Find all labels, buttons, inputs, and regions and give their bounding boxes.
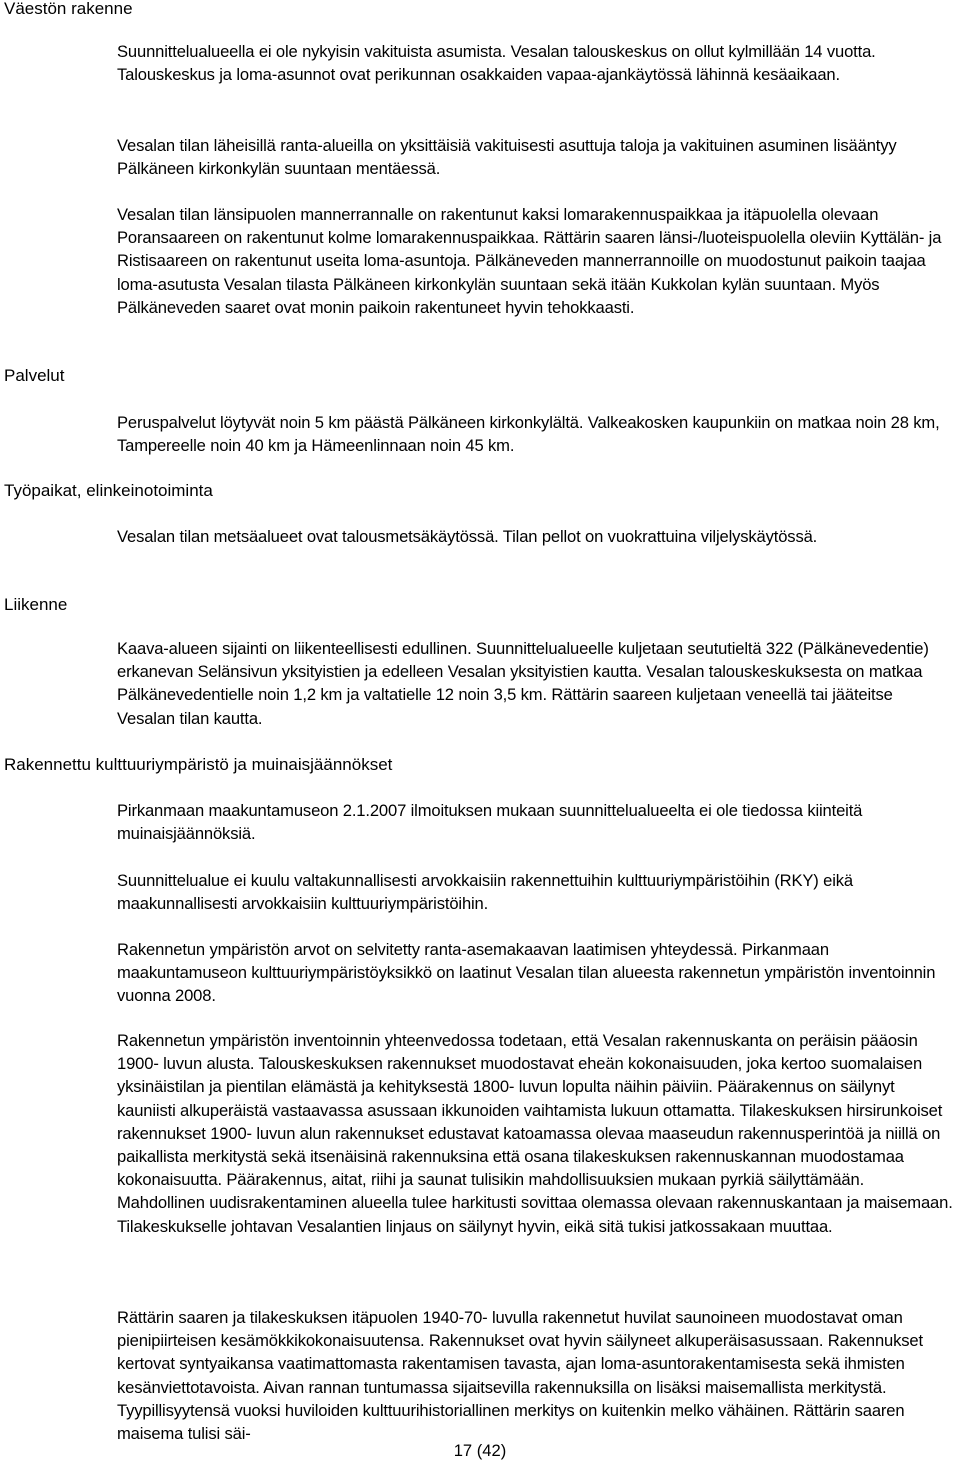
paragraph-ranta-asutus: Vesalan tilan läheisillä ranta-alueilla on yksittäisiä vakituisesti asuttuja taloja ja vakituinen asuminen lisääntyy Pälkäneen kirkonkylän suuntaan mentäessä. [117,136,897,179]
heading-liikenne: Liikenne [4,595,68,614]
paragraph-rky: Suunnittelualue ei kuulu valtakunnallisesti arvokkaisiin rakennettuihin kulttuuriympäristöihin (RKY) eikä maakunnallisesti arvokkaisiin kulttuuriympäristöihin. [117,871,853,914]
paragraph-tyopaikat: Vesalan tilan metsäalueet ovat talousmetsäkäytössä. Tilan pellot on vuokrattuina viljelyskäytössä. [117,527,818,546]
paragraph-liikenne: Kaava-alueen sijainti on liikenteellisesti edullinen. Suunnittelualueelle kuljetaan seututieltä 322 (Pälkänevedentie) erkanevan Selänsivun yksityistien ja edelleen Vesalan yksityistien kautta. Vesalan talouskeskuksesta on matkaa Pälkänevedentielle noin 1,2 km ja valtatielle 12 noin 3,5 km. Rättärin saareen kuljetaan veneellä tai jääteitse Vesalan tilan kautta. [117,639,929,728]
heading-palvelut: Palvelut [4,366,65,385]
paragraph-rattarin-saari: Rättärin saaren ja tilakeskuksen itäpuolen 1940-70- luvulla rakennetut huvilat saunoineen muodostavat oman pienipiirteisen kesämökkikokonaisuutensa. Rakennukset ovat hyvin säilyneet alkuperäisasussaan. Rakennukset kertovat syntyaikansa vaatimattomasta rakentamisen tavasta, ajan loma-asuntorakentamisesta sekä ihmisten kesänviettotavoista. Aivan rannan tuntumassa sijaitsevilla rakennuksilla on lisäksi maisemallista merkitystä. Tyypillisyytensä vuoksi huviloiden kulttuurihistoriallinen merkitys on kuitenkin melko vähäinen. Rättärin saaren maisema tulisi säi- [117,1308,923,1444]
paragraph-inventointi: Rakennetun ympäristön arvot on selvitetty ranta-asemakaavan laatimisen yhteydessä. Pirkanmaan maakuntamuseon kulttuuriympäristöyksikkö on laatinut Vesalan tilan alueesta rakennetun ympäristön inventoinnin vuonna 2008. [117,940,936,1006]
paragraph-asuminen: Suunnittelualueella ei ole nykyisin vakituista asumista. Vesalan talouskeskus on ollut kylmillään 14 vuotta. Talouskeskus ja loma-asunnot ovat perikunnan osakkaiden vapaa-ajankäytössä lähinnä kesäaikaan. [117,42,876,85]
heading-tyopaikat: Työpaikat, elinkeinotoiminta [4,481,213,500]
paragraph-yhteenveto: Rakennetun ympäristön inventoinnin yhteenvedossa todetaan, että Vesalan rakennuskanta on peräisin pääosin 1900- luvun alusta. Talouskeskuksen rakennukset muodostavat eheän kokonaisuuden, joka kertoo suomalaisen yksinäistilan ja pientilan elämästä ja kehityksestä 1800- luvun lopulta näihin päiviin. Päärakennus on säilynyt kauniisti alkuperäistä vastaavassa asussaan ikkunoiden vaihtamista lukuun ottamatta. Tilakeskuksen hirsirunkoiset rakennukset 1900- luvun alun rakennukset edustavat katoamassa olevaa maaseudun rakennusperintöä ja niillä on paikallista merkitystä sekä itsenäisinä rakennuksina että osana tilakeskuksen rakennuskannan muodostamaa kokonaisuutta. Päärakennus, aitat, riihi ja saunat tulisikin mahdollisuuksien mukaan pyrkiä säilyttämään. Mahdollinen uudisrakentaminen alueella tulee harkitusti sovittaa olemassa olevaan rakennuskantaan ja maisemaan. Tilakeskukselle johtavan Vesalantien linjaus on säilynyt hyvin, eikä sitä tukisi jatkossakaan muuttaa. [117,1031,953,1236]
paragraph-lomarakennukset: Vesalan tilan länsipuolen mannerrannalle on rakentunut kaksi lomarakennuspaikkaa ja itäpuolella olevaan Poransaareen on rakentunut kolme lomarakennuspaikkaa. Rättärin saaren länsi-/luoteispuolella oleviin Kyttälän- ja Ristisaareen on rakentunut useita loma-asuntoja. Pälkäneveden mannerrannoille on muodostunut paikoin taajaa loma-asutusta Vesalan tilasta Pälkäneen kirkonkylän suuntaan sekä itään Kukkolan kylän suuntaan. Myös Pälkäneveden saaret ovat monin paikoin rakentuneet hyvin tehokkaasti. [117,205,942,317]
page-number: 17 (42) [453,1441,507,1460]
paragraph-muinaisjaannokset: Pirkanmaan maakuntamuseon 2.1.2007 ilmoituksen mukaan suunnittelualueelta ei ole tiedossa kiinteitä muinaisjäännöksiä. [117,801,863,844]
heading-rakennettu-kulttuuriymparisto: Rakennettu kulttuuriympäristö ja muinaisjäännökset [4,755,393,774]
heading-vaeston-rakenne: Väestön rakenne [4,0,133,18]
paragraph-palvelut: Peruspalvelut löytyvät noin 5 km päästä Pälkäneen kirkonkylältä. Valkeakosken kaupunkiin on matkaa noin 28 km, Tampereelle noin 40 km ja Hämeenlinnaan noin 45 km. [117,413,940,456]
